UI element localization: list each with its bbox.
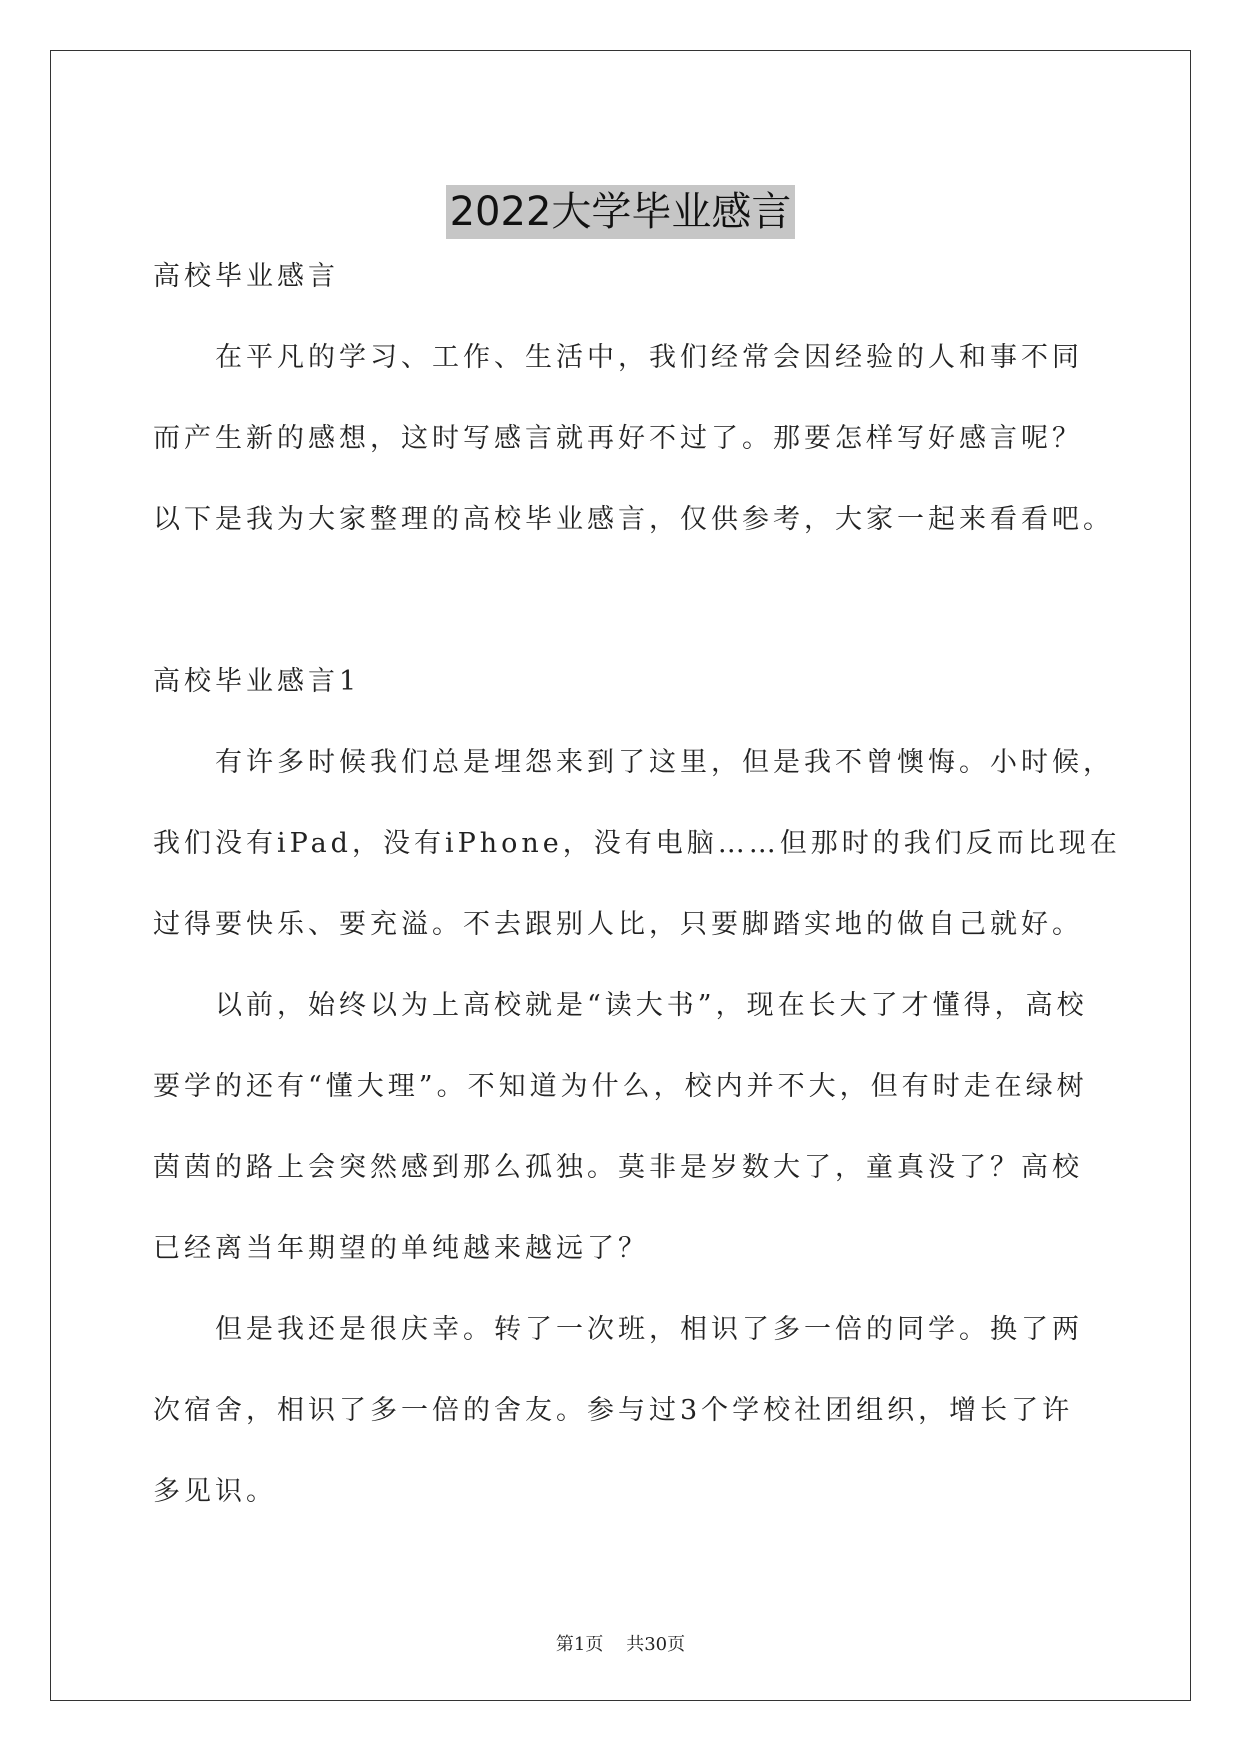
paragraph-line: 过得要快乐、要充溢。不去跟别人比，只要脚踏实地的做自己就好。 (153, 909, 1083, 940)
paragraph-line: 以下是我为大家整理的高校毕业感言，仅供参考，大家一起来看看吧。 (153, 504, 1114, 535)
paragraph-line: 有许多时候我们总是埋怨来到了这里，但是我不曾懊悔。小时候， (215, 747, 1114, 778)
paragraph-line: 但是我还是很庆幸。转了一次班，相识了多一倍的同学。换了两 (215, 1314, 1083, 1345)
section-heading: 高校毕业感言 (153, 261, 339, 292)
section-heading: 高校毕业感言1 (153, 666, 361, 697)
paragraph-line: 而产生新的感想，这时写感言就再好不过了。那要怎样写好感言呢？ (153, 423, 1083, 454)
paragraph-line: 次宿舍，相识了多一倍的舍友。参与过3个学校社团组织，增长了许 (153, 1395, 1074, 1426)
document-body (153, 236, 1121, 1532)
paragraph-line: 在平凡的学习、工作、生活中，我们经常会因经验的人和事不同 (215, 342, 1083, 373)
paragraph-line: 已经离当年期望的单纯越来越远了？ (153, 1233, 649, 1264)
paragraph-line: 我们没有iPad，没有iPhone，没有电脑……但那时的我们反而比现在 (153, 828, 1121, 859)
paragraph-line: 茵茵的路上会突然感到那么孤独。莫非是岁数大了，童真没了？高校 (153, 1152, 1083, 1183)
paragraph-line: 要学的还有“懂大理”。不知道为什么，校内并不大，但有时走在绿树 (153, 1071, 1088, 1102)
blank-line (153, 560, 1088, 641)
page-number: 第1页 (555, 1634, 604, 1655)
paragraph-line: 以前，始终以为上高校就是“读大书”，现在长大了才懂得，高校 (215, 990, 1088, 1021)
paragraph-line: 多见识。 (153, 1476, 277, 1507)
document-title: 2022大学毕业感言 (446, 185, 796, 239)
page-total: 共30页 (626, 1634, 686, 1655)
page-footer (0, 1630, 1241, 1656)
